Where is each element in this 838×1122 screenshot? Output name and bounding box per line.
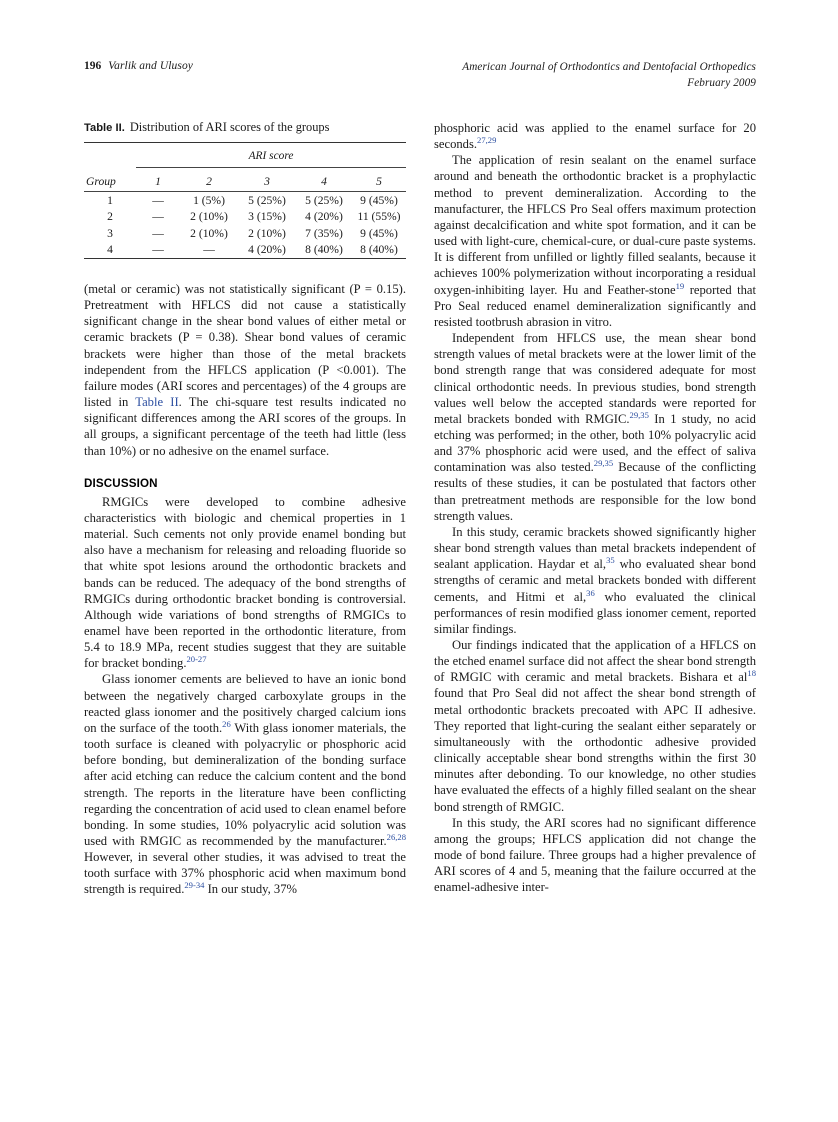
- row-cell: 8 (40%): [352, 242, 406, 259]
- row-cell: 8 (40%): [296, 242, 352, 259]
- paragraph-continued-top: [434, 120, 756, 152]
- row-cell: 3 (15%): [248, 210, 286, 224]
- citation-ref[interactable]: 27,29: [477, 134, 497, 145]
- paragraph-discussion-2: [84, 671, 406, 897]
- independent-text-c: Because of the conflicting results of these studies, it can be postulated that factors other than pretreatment methods are responsible for the low bond strength values.: [434, 460, 756, 523]
- row-cell: —: [136, 242, 180, 259]
- row-cell: 5 (25%): [238, 192, 296, 209]
- discussion-2-text-b: With glass ionomer materials, the tooth surface is cleaned with polyacrylic or phosphoric acid before bonding, but demineralization of the bonding surface after acid etching can reduce the calcium content and the bond strength. The reports in the literature have been conflicting regarding the concentration of acid used to clean enamel before bonding. In some studies, 10% polyacrylic acid solution was used with RMGIC as recommended by the manufacturer.: [84, 720, 406, 848]
- table-column-header-row: [84, 168, 406, 192]
- column-header-3: 3: [264, 175, 270, 188]
- paragraph-sealant: [434, 152, 756, 330]
- row-cell: 2 (10%): [190, 210, 228, 224]
- row-group-label: 4: [84, 242, 136, 259]
- citation-ref[interactable]: 29,35: [593, 458, 614, 469]
- row-cell: 7 (35%): [305, 226, 343, 240]
- ari-text: In this study, the ARI scores had no significant difference among the groups; HFLCS application did not change the mode of bond failure. Three groups had a higher prevalence of ARI scores of 4 and 5, meaning that the failure occurred at the enamel-adhesive inter-: [434, 815, 756, 895]
- citation-ref[interactable]: 26: [222, 718, 231, 729]
- running-header-right: [462, 60, 756, 92]
- citation-ref[interactable]: 26,28: [386, 831, 406, 842]
- table-ii-link[interactable]: Table II: [135, 395, 179, 410]
- row-group-label: 2: [107, 210, 113, 224]
- paragraph-discussion-1: [84, 494, 406, 672]
- paragraph-findings: [434, 637, 756, 815]
- paragraph-ceramic: [434, 524, 756, 637]
- row-cell: —: [180, 242, 238, 259]
- column-header-5: 5: [376, 175, 382, 188]
- citation-ref[interactable]: 18: [747, 668, 756, 679]
- row-group-label: 1: [84, 192, 136, 209]
- column-header-1: 1: [155, 175, 161, 188]
- column-header-group: Group: [86, 175, 116, 188]
- row-cell: 2 (10%): [190, 226, 228, 240]
- sealant-text-b: reported that Pro Seal reduced enamel demineralization significantly and resisted tootbrush abrasion in vitro.: [434, 282, 757, 329]
- two-column-body: [84, 120, 756, 1070]
- table-ii-block: [84, 120, 406, 259]
- section-heading-discussion: DISCUSSION: [84, 476, 158, 490]
- paragraph-independent: [434, 330, 756, 524]
- ari-score-table: [84, 142, 406, 259]
- ceramic-text-b: who evaluated shear bond strengths of ceramic and metal brackets bonded with different cements, and Hitmi et al,: [434, 557, 756, 604]
- ceramic-text-c: who evaluated the clinical performances of resin modified glass ionomer cement, reported similar findings.: [434, 589, 757, 636]
- independent-text-a: Independent from HFLCS use, the mean shear bond strength values of metal brackets were at the lower limit of the bond strength range that was considered adequate for most clinical orthodontic needs. In previous studies, bond strength values well below the accepted standards were reported for metal brackets bonded with RMGIC.: [434, 331, 756, 426]
- column-header-2: 2: [206, 175, 212, 188]
- journal-title: American Journal of Orthodontics and Dentofacial Orthopedics: [462, 61, 756, 73]
- column-header-4: 4: [321, 175, 327, 188]
- sealant-text-a: The application of resin sealant on the enamel surface around and beneath the orthodontic bracket is a prophylactic method to prevent demineralization. According to the manufacturer, the HFLCS Pro Seal offers maximum protection against decalcification and white spot formation, and it can be used with light-cure, chemical-cure, or dual-cure paste systems. It is different from unfilled or lightly filled sealants, because it achieves 100% polymerization without incorporating a residual oxygen-inhibiting layer. Hu and Feather-stone: [434, 153, 756, 297]
- row-cell: 4 (20%): [305, 210, 343, 224]
- running-header-left: [84, 60, 193, 72]
- table-row: [84, 242, 406, 259]
- findings-text-a: Our findings indicated that the application of a HFLCS on the etched enamel surface did not affect the shear bond strength of RMGIC with ceramic and metal brackets. Bishara et al: [434, 638, 756, 685]
- independent-text-b: In 1 study, no acid etching was performed; in the other, both 10% polyacrylic acid and 37% phosphoric acid were used, and the effect of saliva contamination was also tested.: [434, 411, 756, 475]
- page-folio: 196: [84, 60, 102, 72]
- table-row: [84, 225, 406, 242]
- row-cell: 5 (25%): [296, 192, 352, 209]
- column-right: [434, 120, 756, 896]
- citation-ref[interactable]: 29,35: [629, 409, 649, 420]
- findings-text-b: found that Pro Seal did not affect the shear bond strength of metal orthodontic brackets precoated with APC II adhesive. They reported that light-curing the sealant either separately or simultaneously with the orthodontic adhesive provided clinically acceptable shear bond strengths within the first 30 minutes after debonding. To our knowledge, no other studies have evaluated the effects of a highly filled sealant on the shear bond strength of RMGIC.: [434, 686, 756, 814]
- discussion-2-text-c: However, in several other studies, it was advised to treat the tooth surface with 37% phosphoric acid when maximum bond strength is required.: [84, 850, 406, 897]
- running-header: [84, 60, 756, 92]
- span-header-ari-score: ARI score: [136, 143, 406, 165]
- table-title: Distribution of ARI scores of the groups: [129, 120, 330, 134]
- row-cell: —: [152, 210, 164, 224]
- row-cell: 9 (45%): [360, 226, 398, 240]
- table-row: [84, 192, 406, 209]
- paragraph-ari-scores: [434, 815, 756, 896]
- discussion-1-text: RMGICs were developed to combine adhesive characteristics with biologic and chemical properties in 1 material. Such cements not only provide enamel bonding but also have a mechanism for releasing and reloading fluoride so that white spot lesions around the orthodontic brackets and bands can be reduced. The adequacy of the bond strengths of RMGICs during orthodontic bracket bonding is controversial. Although wide variations of bond strengths of RMGICs to enamel have been reported in the orthodontic literature, from 5.4 to 18.9 MPa, recent studies suggest that they are suitable for bracket bonding.: [84, 494, 406, 671]
- table-span-header-row: [84, 143, 406, 165]
- table-label: Table II.: [84, 122, 125, 134]
- row-cell: 11 (55%): [357, 210, 401, 224]
- issue-date: February 2009: [687, 76, 756, 89]
- row-group-label: 3: [107, 226, 113, 240]
- column-left: [84, 120, 406, 898]
- table-caption: [84, 120, 406, 135]
- row-cell: —: [152, 226, 164, 240]
- citation-ref[interactable]: 20-27: [186, 654, 207, 665]
- citation-ref[interactable]: 19: [675, 280, 685, 291]
- citation-ref[interactable]: 35: [606, 555, 615, 566]
- ceramic-text-a: In this study, ceramic brackets showed significantly higher shear bond strength values than metal brackets independent of sealant application. Haydar et al,: [434, 524, 756, 572]
- row-cell: 9 (45%): [352, 192, 406, 209]
- results-text-part2: . The chi-square test results indicated no significant differences among the ARI scores of the groups. In all groups, a significant percentage of the teeth had little (less than 10%) or no adhesive on the enamel surface.: [84, 395, 406, 458]
- table-row: [84, 209, 406, 226]
- citation-ref[interactable]: 29-34: [184, 880, 205, 891]
- row-cell: 4 (20%): [238, 242, 296, 259]
- row-cell: 2 (10%): [248, 226, 286, 240]
- continued-text: phosphoric acid was applied to the enamel surface for 20 seconds.: [434, 121, 756, 152]
- row-cell: —: [136, 192, 180, 209]
- results-text-part1: (metal or ceramic) was not statistically significant (P = 0.15). Pretreatment with HFLCS did not cause a statistically significant change in the shear bond values of either metal or ceramic brackets (P = 0.38). Shear bond values of ceramic brackets were higher than those of the metal brackets independent from the HFLCS application (P <0.001). The failure modes (ARI scores and percentages) of the 4 groups are listed in: [84, 282, 406, 410]
- citation-ref[interactable]: 36: [586, 587, 595, 598]
- paragraph-results-continued: [84, 281, 406, 459]
- row-cell: 1 (5%): [180, 192, 238, 209]
- discussion-2-text-a: Glass ionomer cements are believed to have an ionic bond between the negatively charged carboxylate groups in the reacted glass ionomer and the positively charged calcium ions on the surface of the tooth.: [84, 672, 406, 735]
- running-header-authors: Varlik and Ulusoy: [108, 60, 193, 72]
- discussion-2-text-d: In our study, 37%: [204, 882, 298, 897]
